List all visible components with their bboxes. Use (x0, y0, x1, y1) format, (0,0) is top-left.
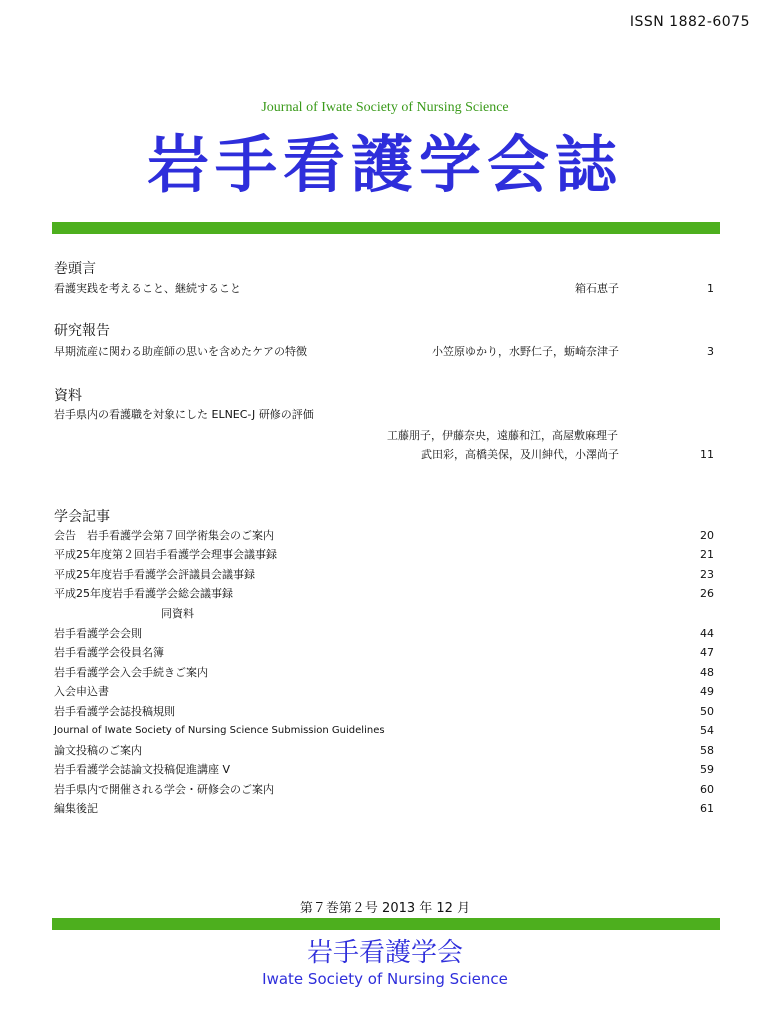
entry-title: 岩手看護学会誌投稿規則 (54, 705, 175, 718)
entry-title: 同資料 (161, 607, 194, 620)
toc-entry[interactable] (54, 645, 716, 661)
toc-entry[interactable] (54, 723, 716, 739)
entry-title: 平成25年度第２回岩手看護学会理事会議事録 (54, 548, 277, 561)
entry-title: 岩手看護学会入会手続きご案内 (54, 666, 208, 679)
issn-number: ISSN 1882-6075 (629, 14, 750, 30)
toc-entry[interactable] (54, 606, 716, 622)
toc-entry-continued (54, 447, 716, 463)
toc-entry[interactable] (54, 743, 716, 759)
entry-page: 11 (700, 448, 714, 461)
entry-title: 入会申込書 (54, 685, 109, 698)
society-name-jp: 岩手看護学会 (306, 938, 463, 968)
entry-title: 平成25年度岩手看護学会評議員会議事録 (54, 568, 255, 581)
toc-entry[interactable] (54, 665, 716, 681)
volume-issue-date: 第７巻第２号 2013 年 12 月 (299, 901, 471, 916)
entry-author: 工藤朋子，伊藤奈央，遠藤和江，高屋敷麻理子 (387, 429, 618, 442)
toc-entry[interactable] (54, 626, 716, 642)
entry-title: 岩手県内で開催される学会・研修会のご案内 (54, 783, 274, 796)
entry-title: Journal of Iwate Society of Nursing Science Submission Guidelines (54, 725, 385, 736)
entry-page: 59 (700, 763, 714, 776)
toc-entry[interactable] (54, 547, 716, 563)
journal-title-en: Journal of Iwate Society of Nursing Science (261, 100, 509, 115)
entry-title: 看護実践を考えること、継続すること (54, 282, 241, 295)
section-title-foreword: 巻頭言 (54, 261, 96, 277)
section-title-society: 学会記事 (54, 509, 110, 525)
entry-page: 1 (707, 282, 714, 295)
entry-page: 3 (707, 345, 714, 358)
entry-author: 箱石恵子 (575, 282, 619, 295)
entry-title: 編集後記 (54, 802, 98, 815)
toc-entry[interactable] (54, 801, 716, 817)
society-name-en: Iwate Society of Nursing Science (262, 970, 508, 988)
entry-page: 23 (700, 568, 714, 581)
toc-entry[interactable] (54, 704, 716, 720)
entry-title: 会告 岩手看護学会第７回学術集会のご案内 (54, 529, 274, 542)
entry-title: 岩手看護学会誌論文投稿促進講座 V (54, 763, 231, 776)
toc-entry[interactable] (54, 586, 716, 602)
toc-entry[interactable] (54, 344, 716, 360)
journal-title-jp: 岩手看護学会誌 (146, 128, 623, 201)
entry-page: 48 (700, 666, 714, 679)
entry-page: 61 (700, 802, 714, 815)
entry-page: 20 (700, 529, 714, 542)
entry-title: 岩手看護学会役員名簿 (54, 646, 164, 659)
top-green-bar (52, 222, 720, 234)
entry-title: 平成25年度岩手看護学会総会議事録 (54, 587, 233, 600)
entry-page: 50 (700, 705, 714, 718)
entry-page: 49 (700, 685, 714, 698)
entry-page: 60 (700, 783, 714, 796)
entry-page: 26 (700, 587, 714, 600)
toc-entry[interactable] (54, 528, 716, 544)
entry-page: 58 (700, 744, 714, 757)
entry-author: 武田彩，高橋美保，及川紳代，小澤尚子 (421, 448, 619, 461)
section-title-materials: 資料 (54, 388, 82, 404)
section-title-research: 研究報告 (54, 323, 110, 339)
entry-title: 早期流産に関わる助産師の思いを含めたケアの特徴 (54, 345, 307, 358)
bottom-green-bar (52, 918, 720, 930)
entry-title: 岩手県内の看護職を対象にした ELNEC-J 研修の評価 (54, 408, 314, 421)
entry-page: 47 (700, 646, 714, 659)
entry-page: 54 (700, 724, 714, 737)
toc-entry[interactable] (54, 762, 716, 778)
entry-title: 論文投稿のご案内 (54, 744, 142, 757)
entry-author: 小笠原ゆかり，水野仁子，蛎崎奈津子 (432, 345, 619, 358)
entry-page: 21 (700, 548, 714, 561)
entry-title: 岩手看護学会会則 (54, 627, 142, 640)
toc-entry[interactable] (54, 281, 716, 297)
toc-entry[interactable] (54, 782, 716, 798)
entry-page: 44 (700, 627, 714, 640)
toc-entry[interactable] (54, 684, 716, 700)
toc-entry[interactable] (54, 407, 716, 423)
toc-entry[interactable] (54, 567, 716, 583)
